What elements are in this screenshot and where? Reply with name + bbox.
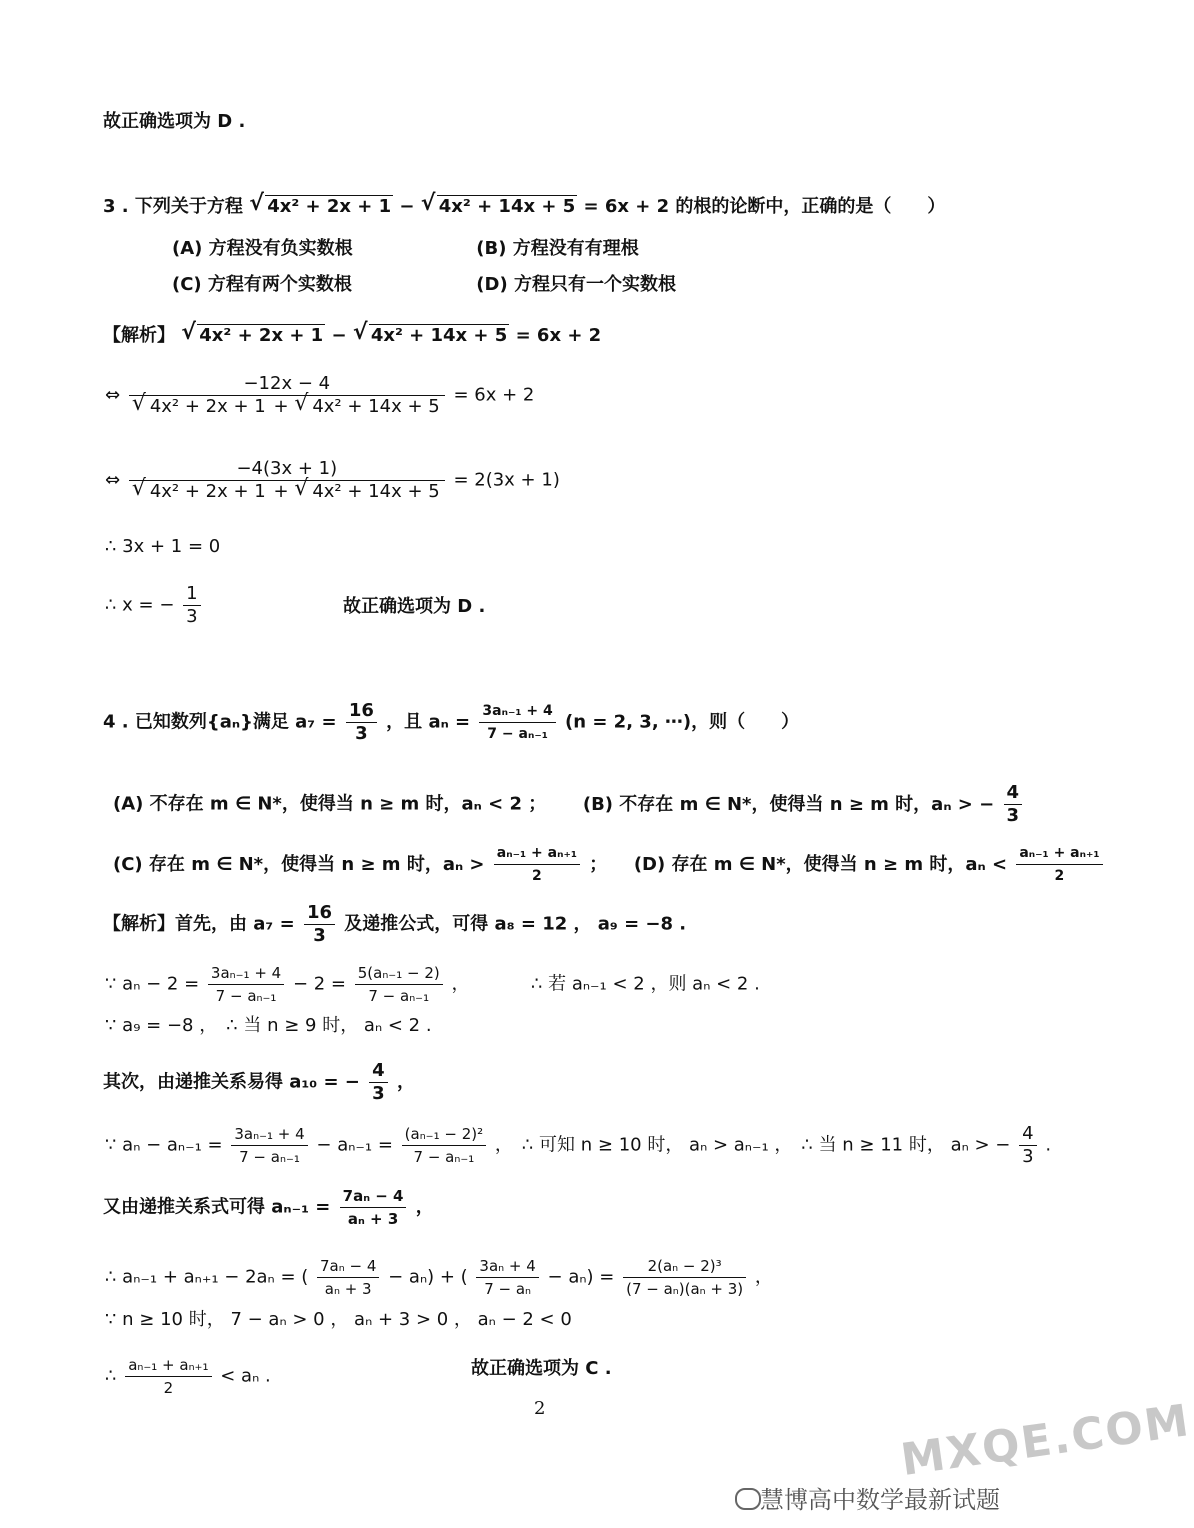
q3-answer: 故正确选项为 D . [343, 596, 486, 617]
q3-option-d[interactable]: (D) 方程只有一个实数根 [476, 274, 676, 295]
q3-sqrt-1: √ 4x² + 2x + 1 [251, 195, 393, 219]
q4-option-c[interactable]: (C) 存在 m ∈ N*，使得当 n ≥ m 时，aₙ > $\frac{\text{aₙ₋₁ + aₙ₊₁}}{2}$ ； [113, 854, 614, 875]
q4-solution-line2: ∵ aₙ − 2 = $\frac{\text{3aₙ₋₁ + 4}}{\text{7 − aₙ₋₁}}$ − 2 = $\frac{\text{5(aₙ₋₁ − 2)}}{\text{7 − aₙ₋₁}}$ ， ∴ 若 aₙ₋₁ < 2 ，则 aₙ < 2 . [105, 964, 760, 1005]
top-answer: 故正确选项为 D . [103, 111, 246, 132]
q4-solution-line5: ∵ aₙ − aₙ₋₁ = $\frac{\text{3aₙ₋₁ + 4}}{\text{7 − aₙ₋₁}}$ − aₙ₋₁ = $\frac{\text{(aₙ₋₁ − 2)²}}{\text{7 − aₙ₋₁}}$ ， ∴ 可知 n ≥ 10 时， aₙ > aₙ₋₁ ， ∴ 当 n ≥ 11 时， aₙ > − $\frac{4}{3}$ . [105, 1123, 1052, 1167]
q3-tail: 的根的论断中，正确的是（ ） [675, 196, 946, 217]
q4-solution-line9: ∴ $\frac{\text{aₙ₋₁ + aₙ₊₁}}{2}$ < aₙ . [105, 1356, 271, 1397]
q3-sol-sqrt-2: √ 4x² + 14x + 5 [355, 324, 509, 348]
q4-options-row1 [113, 782, 1025, 827]
q3-options-row2 [172, 273, 676, 297]
q4-option-a[interactable]: (A) 不存在 m ∈ N*，使得当 n ≥ m 时，aₙ < 2 ； [113, 793, 547, 815]
wechat-icon [735, 1488, 761, 1510]
q3-option-a[interactable]: (A) 方程没有负实数根 [172, 238, 353, 259]
q3-number: 3 . [103, 196, 129, 217]
iff-symbol: ⇔ [105, 384, 121, 406]
q3-solution-line1: 【解析】 √ 4x² + 2x + 1 − √ 4x² + 14x + 5 = 6x + 2 [103, 324, 601, 348]
iff-symbol: ⇔ [105, 469, 121, 491]
q3-step2-fraction: −12x − 4 √ 4x² + 2x + 1 + √ 4x² + 14x + 5 [129, 373, 445, 418]
q4-stem: 4 . 已知数列{aₙ}满足 a₇ = $\frac{16}{3}$ ，且 aₙ = $\frac{\text{3aₙ₋₁ + 4}}{\text{7 − aₙ₋₁}}$ (n = 2, 3, ⋯)，则（ ） [103, 700, 800, 744]
q3-step3-rhs: = 2(3x + 1) [453, 469, 560, 491]
q4-option-d[interactable]: (D) 存在 m ∈ N*，使得当 n ≥ m 时，aₙ < $\frac{\text{aₙ₋₁ + aₙ₊₁}}{2}$ [634, 854, 1106, 875]
q4-solution-line4: 其次，由递推关系易得 a₁₀ = − $\frac{4}{3}$ ， [103, 1060, 415, 1104]
q3-sol-sqrt-1: √ 4x² + 2x + 1 [183, 324, 325, 348]
q3-stem: 3 . 下列关于方程 √ 4x² + 2x + 1 − √ 4x² + 14x + 5 = 6x + 2 的根的论断中，正确的是（ ） [103, 195, 945, 219]
q3-step5: ∴ x = − $\frac{1}{3}$ [105, 583, 204, 628]
q4-solution-line6: 又由递推关系式可得 aₙ₋₁ = $\frac{\text{7aₙ − 4}}{\text{aₙ + 3}}$ ， [103, 1187, 434, 1228]
q4-number: 4 . [103, 711, 129, 733]
q3-options-row1 [172, 237, 639, 261]
q3-lead: 下列关于方程 [134, 196, 243, 217]
page-number: 2 [534, 1398, 546, 1419]
q3-sqrt-2: √ 4x² + 14x + 5 [423, 195, 577, 219]
q4-answer: 故正确选项为 C . [471, 1358, 612, 1379]
q3-option-b[interactable]: (B) 方程没有有理根 [476, 238, 639, 259]
q3-step2-rhs: = 6x + 2 [453, 384, 535, 406]
q3-sol-rhs: = 6x + 2 [515, 325, 602, 346]
site-logo-watermark: MXQE.COM [897, 1394, 1194, 1487]
q4-solution-line1: 【解析】首先，由 a₇ = $\frac{16}{3}$ 及递推公式，可得 a₈ = 12 ， a₉ = −8 . [103, 902, 687, 946]
q4-solution-line7: ∴ aₙ₋₁ + aₙ₊₁ − 2aₙ = ( $\frac{\text{7aₙ − 4}}{\text{aₙ + 3}}$ − aₙ) + ( $\frac{\text{3aₙ + 4}}{\text{7 − aₙ}}$ − aₙ) = $\frac{\text{2(aₙ − 2)³}}{\text{(7 − aₙ)(aₙ + 3)}}$ ， [105, 1257, 773, 1298]
q3-option-c[interactable]: (C) 方程有两个实数根 [172, 274, 352, 295]
q3-rhs: = 6x + 2 [583, 196, 670, 217]
q4-options-row2 [113, 842, 1106, 887]
q3-step3 [105, 458, 560, 503]
q4-solution-line8: ∵ n ≥ 10 时， 7 − aₙ > 0 ， aₙ + 3 > 0 ， aₙ − 2 < 0 [105, 1309, 572, 1330]
account-watermark: 慧博高中数学最新试题 [760, 1486, 1000, 1514]
q4-solution-line3: ∵ a₉ = −8 ， ∴ 当 n ≥ 9 时， aₙ < 2 . [105, 1015, 432, 1036]
q3-step4: ∴ 3x + 1 = 0 [105, 536, 221, 557]
q3-step3-fraction: −4(3x + 1) √ 4x² + 2x + 1 + √ 4x² + 14x + 5 [129, 458, 445, 503]
q4-option-b[interactable]: (B) 不存在 m ∈ N*，使得当 n ≥ m 时，aₙ > − $\frac{4}{3}$ [583, 794, 1025, 815]
q3-step2 [105, 373, 534, 418]
q3-solution-label: 【解析】 [103, 325, 175, 346]
